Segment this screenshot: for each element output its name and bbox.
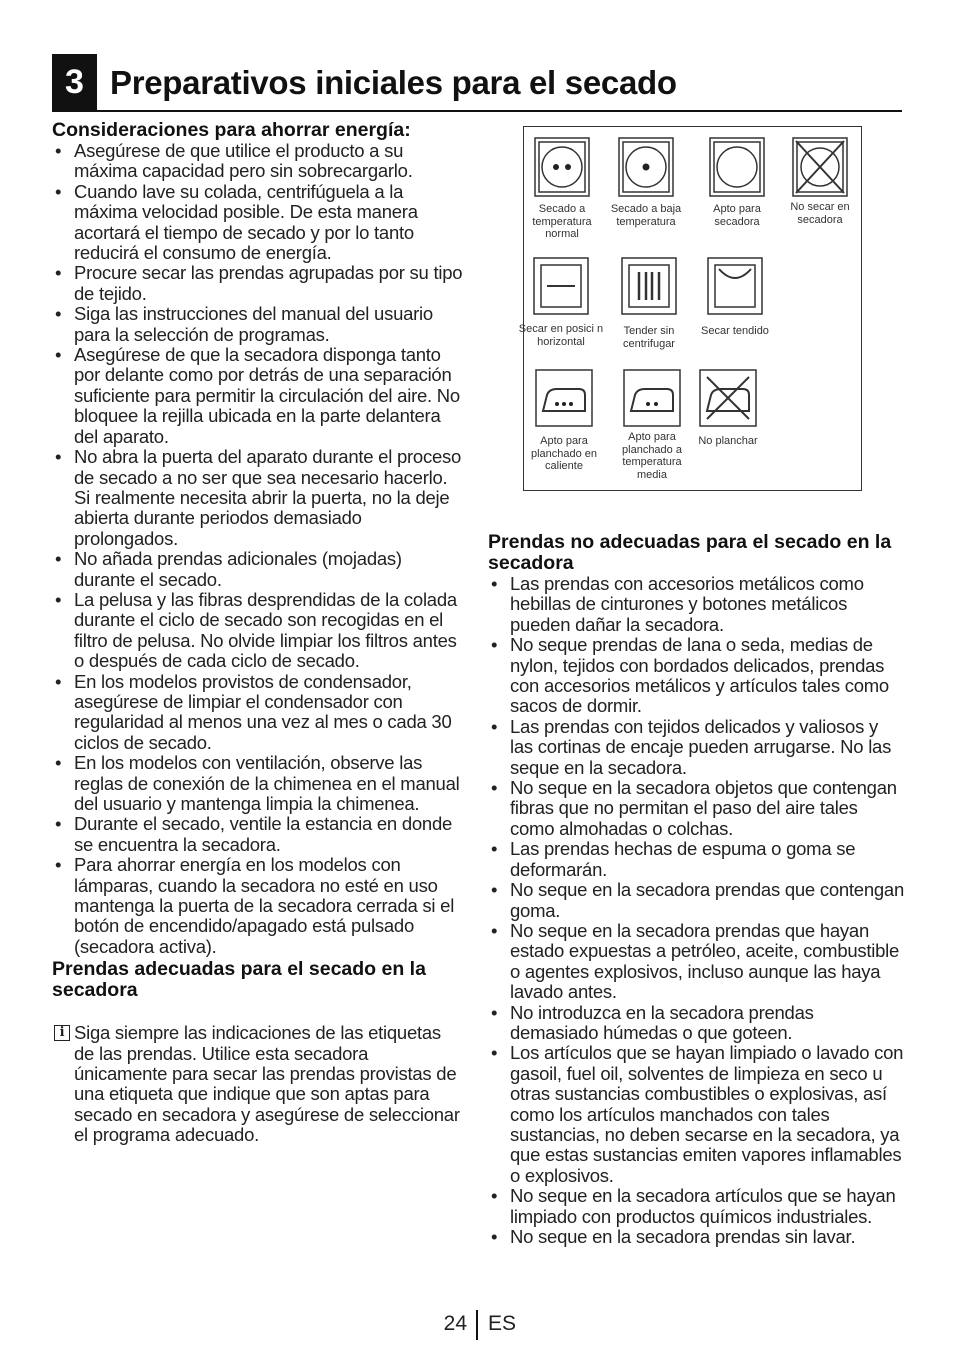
symbol-normal-temp: Secado a temperatura normal [517, 137, 607, 241]
list-item: • No seque en la secadora artículos que se hayan limpiado con productos químicos industriales. [488, 1186, 904, 1227]
list-item: • No seque en la secadora objetos que contengan fibras que no permitan el paso del aire tales como almohadas o colchas. [488, 778, 904, 839]
list-item: • No seque en la secadora prendas que hayan estado expuestas a petróleo, aceite, combustible o agentes explosivos, incluso aunque las haya lavado antes. [488, 921, 904, 1003]
list-item: • La pelusa y las fibras desprendidas de la colada durante el ciclo de secado son recogidas en el filtro de pelusa. No olvide limpiar los filtros antes o después de cada ciclo de secado. [52, 590, 464, 672]
list-item: • Asegúrese de que la secadora disponga tanto por delante como por detrás de una separación suficiente para permitir la circulación del aire. No bloquee la rejilla ubicada en la parte delantera del aparato. [52, 345, 464, 447]
symbol-iron-hot: Apto para planchado en caliente [519, 369, 609, 473]
list-item: • Procure secar las prendas agrupadas por su tipo de tejido. [52, 263, 464, 304]
chapter-header [52, 52, 902, 112]
care-symbols-panel [518, 126, 862, 491]
page-title: Preparativos iniciales para el secado [110, 64, 677, 101]
symbol-tumble-ok: Apto para secadora [692, 137, 782, 228]
list-item: • Para ahorrar energía en los modelos con lámparas, cuando la secadora no esté en uso mantenga la puerta de la secadora cerrada si el botón de encendido/apagado está pulsado (secadora activa). [52, 855, 464, 957]
right-column [488, 532, 904, 1247]
symbol-line-dry: Secar tendido [690, 257, 780, 338]
line-dry-icon [707, 257, 763, 315]
symbol-dry-flat: Secar en posici n horizontal [516, 257, 606, 348]
list-item: • Siga las instrucciones del manual del usuario para la selección de programas. [52, 304, 464, 345]
iron-hot-icon [535, 369, 593, 427]
list-item: • Los artículos que se hayan limpiado o lavado con gasoil, fuel oil, solventes de limpieza en seco u otras sustancias combustibles o explosivas, así como los artículos manchados con tales sustancias, no deben secarse en la secadora, ya que estas sustancias emiten vapores inflamables o explosivos. [488, 1043, 904, 1186]
info-note [52, 1023, 464, 1145]
list-item: • Las prendas hechas de espuma o goma se deformarán. [488, 839, 904, 880]
tumble-dry-normal-icon [534, 137, 590, 197]
tumble-dry-icon [709, 137, 765, 197]
energy-heading: Consideraciones para ahorrar energía: [52, 119, 411, 141]
drip-dry-icon [621, 257, 677, 315]
list-item: • Las prendas con accesorios metálicos como hebillas de cinturones y botones metálicos pueden dañar la secadora. [488, 574, 904, 635]
iron-medium-icon [623, 369, 681, 427]
list-item: • No seque en la secadora prendas sin lavar. [488, 1227, 904, 1247]
symbol-low-temp: Secado a baja temperatura [601, 137, 691, 228]
list-item: • No seque prendas de lana o seda, medias de nylon, tejidos con bordados delicados, prendas con accesorios metálicos y artículos tales como sacos de dormir. [488, 635, 904, 717]
list-item: • En los modelos con ventilación, observe las reglas de conexión de la chimenea en el manual del usuario y mantenga limpia la chimenea. [52, 753, 464, 814]
no-tumble-dry-icon [790, 137, 850, 197]
dry-flat-icon [533, 257, 589, 315]
list-item: • Asegúrese de que utilice el producto a su máxima capacidad pero sin sobrecargarlo. [52, 141, 464, 182]
symbol-no-iron: No planchar [683, 369, 773, 448]
language-code: ES [488, 1312, 517, 1335]
left-column [52, 120, 464, 1146]
list-item: • Cuando lave su colada, centrifúguela a la máxima velocidad posible. De esta manera acortará el tiempo de secado y por lo tanto reducirá el consumo de energía. [52, 182, 464, 264]
page-footer [0, 1308, 954, 1340]
symbol-no-tumble: No secar en secadora [775, 137, 865, 226]
list-item: • Las prendas con tejidos delicados y valiosos y las cortinas de encaje pueden arrugarse. No las seque en la secadora. [488, 717, 904, 778]
footer-divider [476, 1310, 478, 1340]
suitable-heading: Prendas adecuadas para el secado en la secadora [52, 958, 426, 1002]
no-iron-icon [699, 369, 757, 427]
info-note-text: Siga siempre las indicaciones de las etiquetas de las prendas. Utilice esta secadora únicamente para secar las prendas provistas de una etiqueta que indique que son aptas para secado en secadora y asegúrese de seleccionar el programa adecuado. [74, 1022, 460, 1146]
tumble-dry-low-icon [618, 137, 674, 197]
symbol-drip-dry: Tender sin centrifugar [604, 257, 694, 350]
chapter-number: 3 [52, 54, 97, 110]
unsuitable-list [488, 574, 904, 1247]
list-item: • Durante el secado, ventile la estancia en donde se encuentra la secadora. [52, 814, 464, 855]
energy-list [52, 141, 464, 957]
list-item: • No abra la puerta del aparato durante el proceso de secado a no ser que sea necesario hacerlo. Si realmente necesita abrir la puerta, no la deje abierta durante periodos demasiado prolongados. [52, 447, 464, 549]
info-icon: i [54, 1025, 70, 1041]
header-divider [52, 110, 902, 112]
symbol-iron-medium: Apto para planchado a temperatura media [607, 369, 697, 481]
list-item: • No introduzca en la secadora prendas demasiado húmedas o que goteen. [488, 1003, 904, 1044]
unsuitable-heading: Prendas no adecuadas para el secado en la secadora [488, 531, 892, 574]
list-item: • No añada prendas adicionales (mojadas) durante el secado. [52, 549, 464, 590]
page-number: 24 [443, 1312, 467, 1335]
list-item: • En los modelos provistos de condensador, asegúrese de limpiar el condensador con regularidad al menos una vez al mes o cada 30 ciclos de secado. [52, 672, 464, 754]
list-item: • No seque en la secadora prendas que contengan goma. [488, 880, 904, 921]
